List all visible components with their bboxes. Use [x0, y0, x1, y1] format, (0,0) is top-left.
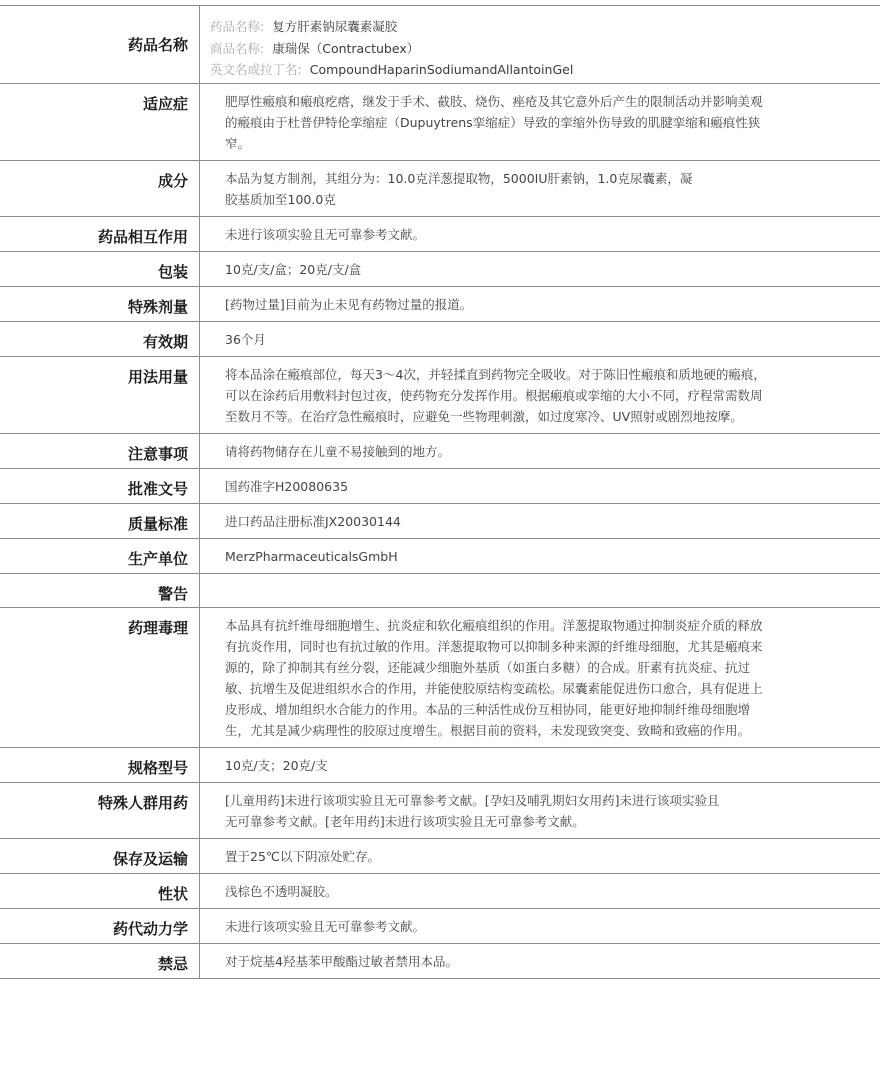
row-label: 药理毒理	[0, 608, 200, 747]
table-row-shelf-life	[0, 322, 880, 357]
row-value: 将本品涂在瘢痕部位，每天3～4次，并轻揉直到药物完全吸收。对于陈旧性瘢痕和质地硬的瘢痕，可以在涂药后用敷料封包过夜，使药物充分发挥作用。根据瘢痕或挛缩的大小不同，疗程常需数周至数月不等。在治疗急性瘢痕时，应避免一些物理刺激，如过度寒冷、UV照射或剧烈地按摩。	[225, 366, 766, 424]
row-value: 置于25℃以下阴凉处贮存。	[225, 848, 380, 864]
table-row-specification	[0, 748, 880, 783]
row-label: 保存及运输	[0, 839, 200, 873]
row-label: 药代动力学	[0, 909, 200, 943]
latin-name-value: CompoundHaparinSodiumandAllantoinGel	[309, 62, 574, 77]
row-value: 未进行该项实验且无可靠参考文献。	[225, 226, 426, 242]
generic-name-key: 药品名称:	[210, 19, 265, 34]
table-row-drug-name	[0, 6, 880, 84]
table-row-storage	[0, 839, 880, 874]
drug-info-table	[0, 5, 880, 979]
table-row-pharmacology	[0, 608, 880, 748]
table-row-quality-standard	[0, 504, 880, 539]
row-value: MerzPharmaceuticalsGmbH	[225, 548, 398, 564]
row-value: 10克/支；20克/支	[225, 757, 328, 773]
row-value: 进口药品注册标准JX20030144	[225, 513, 401, 529]
row-value: [儿童用药]未进行该项实验且无可靠参考文献。[孕妇及哺乳期妇女用药]未进行该项实验且无可靠参考文献。[老年用药]未进行该项实验且无可靠参考文献。	[225, 792, 720, 829]
table-row-special-populations	[0, 783, 880, 839]
trade-name-value: 康瑞保（Contractubex）	[272, 40, 420, 56]
table-row-pharmacokinetics	[0, 909, 880, 944]
generic-name-line	[210, 16, 770, 38]
row-value: 本品为复方制剂，其组分为：10.0克洋葱提取物，5000IU肝素钠，1.0克尿囊素，凝胶基质加至100.0克	[225, 170, 693, 207]
row-label: 禁忌	[0, 944, 200, 978]
table-row-indications	[0, 84, 880, 161]
table-row-appearance	[0, 874, 880, 909]
row-label: 有效期	[0, 322, 200, 356]
row-label: 成分	[0, 161, 200, 216]
table-row-interactions	[0, 217, 880, 252]
latin-name-key: 英文名或拉丁名:	[210, 62, 302, 77]
row-label: 性状	[0, 874, 200, 908]
latin-name-line	[210, 59, 770, 81]
trade-name-line	[210, 38, 770, 60]
row-value: 国药准字H20080635	[225, 478, 349, 494]
table-row-approval-number	[0, 469, 880, 504]
row-value: 肥厚性瘢痕和瘢痕疙瘩，继发于手术、截肢、烧伤、痤疮及其它意外后产生的限制活动并影响美观的瘢痕由于杜普伊特伦挛缩症（Dupuytrens挛缩症）导致的挛缩外伤导致的肌腱挛缩和瘢痕性狭窄。	[225, 93, 763, 151]
row-label: 适应症	[0, 84, 200, 160]
trade-name-key: 商品名称:	[210, 40, 265, 56]
row-label: 特殊人群用药	[0, 783, 200, 838]
table-row-dosage	[0, 357, 880, 434]
row-label: 规格型号	[0, 748, 200, 782]
table-row-special-dosage	[0, 287, 880, 322]
row-value: 36个月	[225, 331, 266, 347]
row-label: 注意事项	[0, 434, 200, 468]
row-value	[200, 6, 770, 83]
row-value: 对于烷基4羟基苯甲酸酯过敏者禁用本品。	[225, 953, 458, 969]
row-label: 包装	[0, 252, 200, 286]
row-value: 请将药物储存在儿童不易接触到的地方。	[225, 443, 451, 459]
table-row-packaging	[0, 252, 880, 287]
row-value: [药物过量]目前为止未见有药物过量的报道。	[225, 296, 473, 312]
row-label: 批准文号	[0, 469, 200, 503]
table-row-warning	[0, 574, 880, 608]
table-row-contraindications	[0, 944, 880, 979]
table-row-manufacturer	[0, 539, 880, 574]
row-value: 浅棕色不透明凝胶。	[225, 883, 338, 899]
row-label: 生产单位	[0, 539, 200, 573]
row-value: 本品具有抗纤维母细胞增生、抗炎症和软化瘢痕组织的作用。洋葱提取物通过抑制炎症介质的释放有抗炎作用，同时也有抗过敏的作用。洋葱提取物可以抑制多种来源的纤维母细胞，尤其是瘢痕来源的，除了抑制其有丝分裂，还能减少细胞外基质（如蛋白多糖）的合成。肝素有抗炎症、抗过敏、抗增生及促进组织水合的作用，并能使胶原结构变疏松。尿囊素能促进伤口愈合，具有促进上皮形成、增加组织水合能力的作用。本品的三种活性成份互相协同，能更好地抑制纤维母细胞增生，尤其是减少病理性的胶原过度增生。根据目前的资料，未发现致突变、致畸和致癌的作用。	[225, 617, 763, 738]
row-label: 特殊剂量	[0, 287, 200, 321]
row-value: 未进行该项实验且无可靠参考文献。	[225, 918, 426, 934]
row-value: 10克/支/盒；20克/支/盒	[225, 261, 362, 277]
row-label: 药品相互作用	[0, 217, 200, 251]
row-label: 警告	[0, 574, 200, 607]
generic-name-value: 复方肝素钠尿囊素凝胶	[272, 19, 398, 34]
row-label: 药品名称	[0, 6, 200, 83]
table-row-precautions	[0, 434, 880, 469]
row-label: 用法用量	[0, 357, 200, 433]
row-label: 质量标准	[0, 504, 200, 538]
row-value	[200, 574, 770, 607]
table-row-ingredients	[0, 161, 880, 217]
